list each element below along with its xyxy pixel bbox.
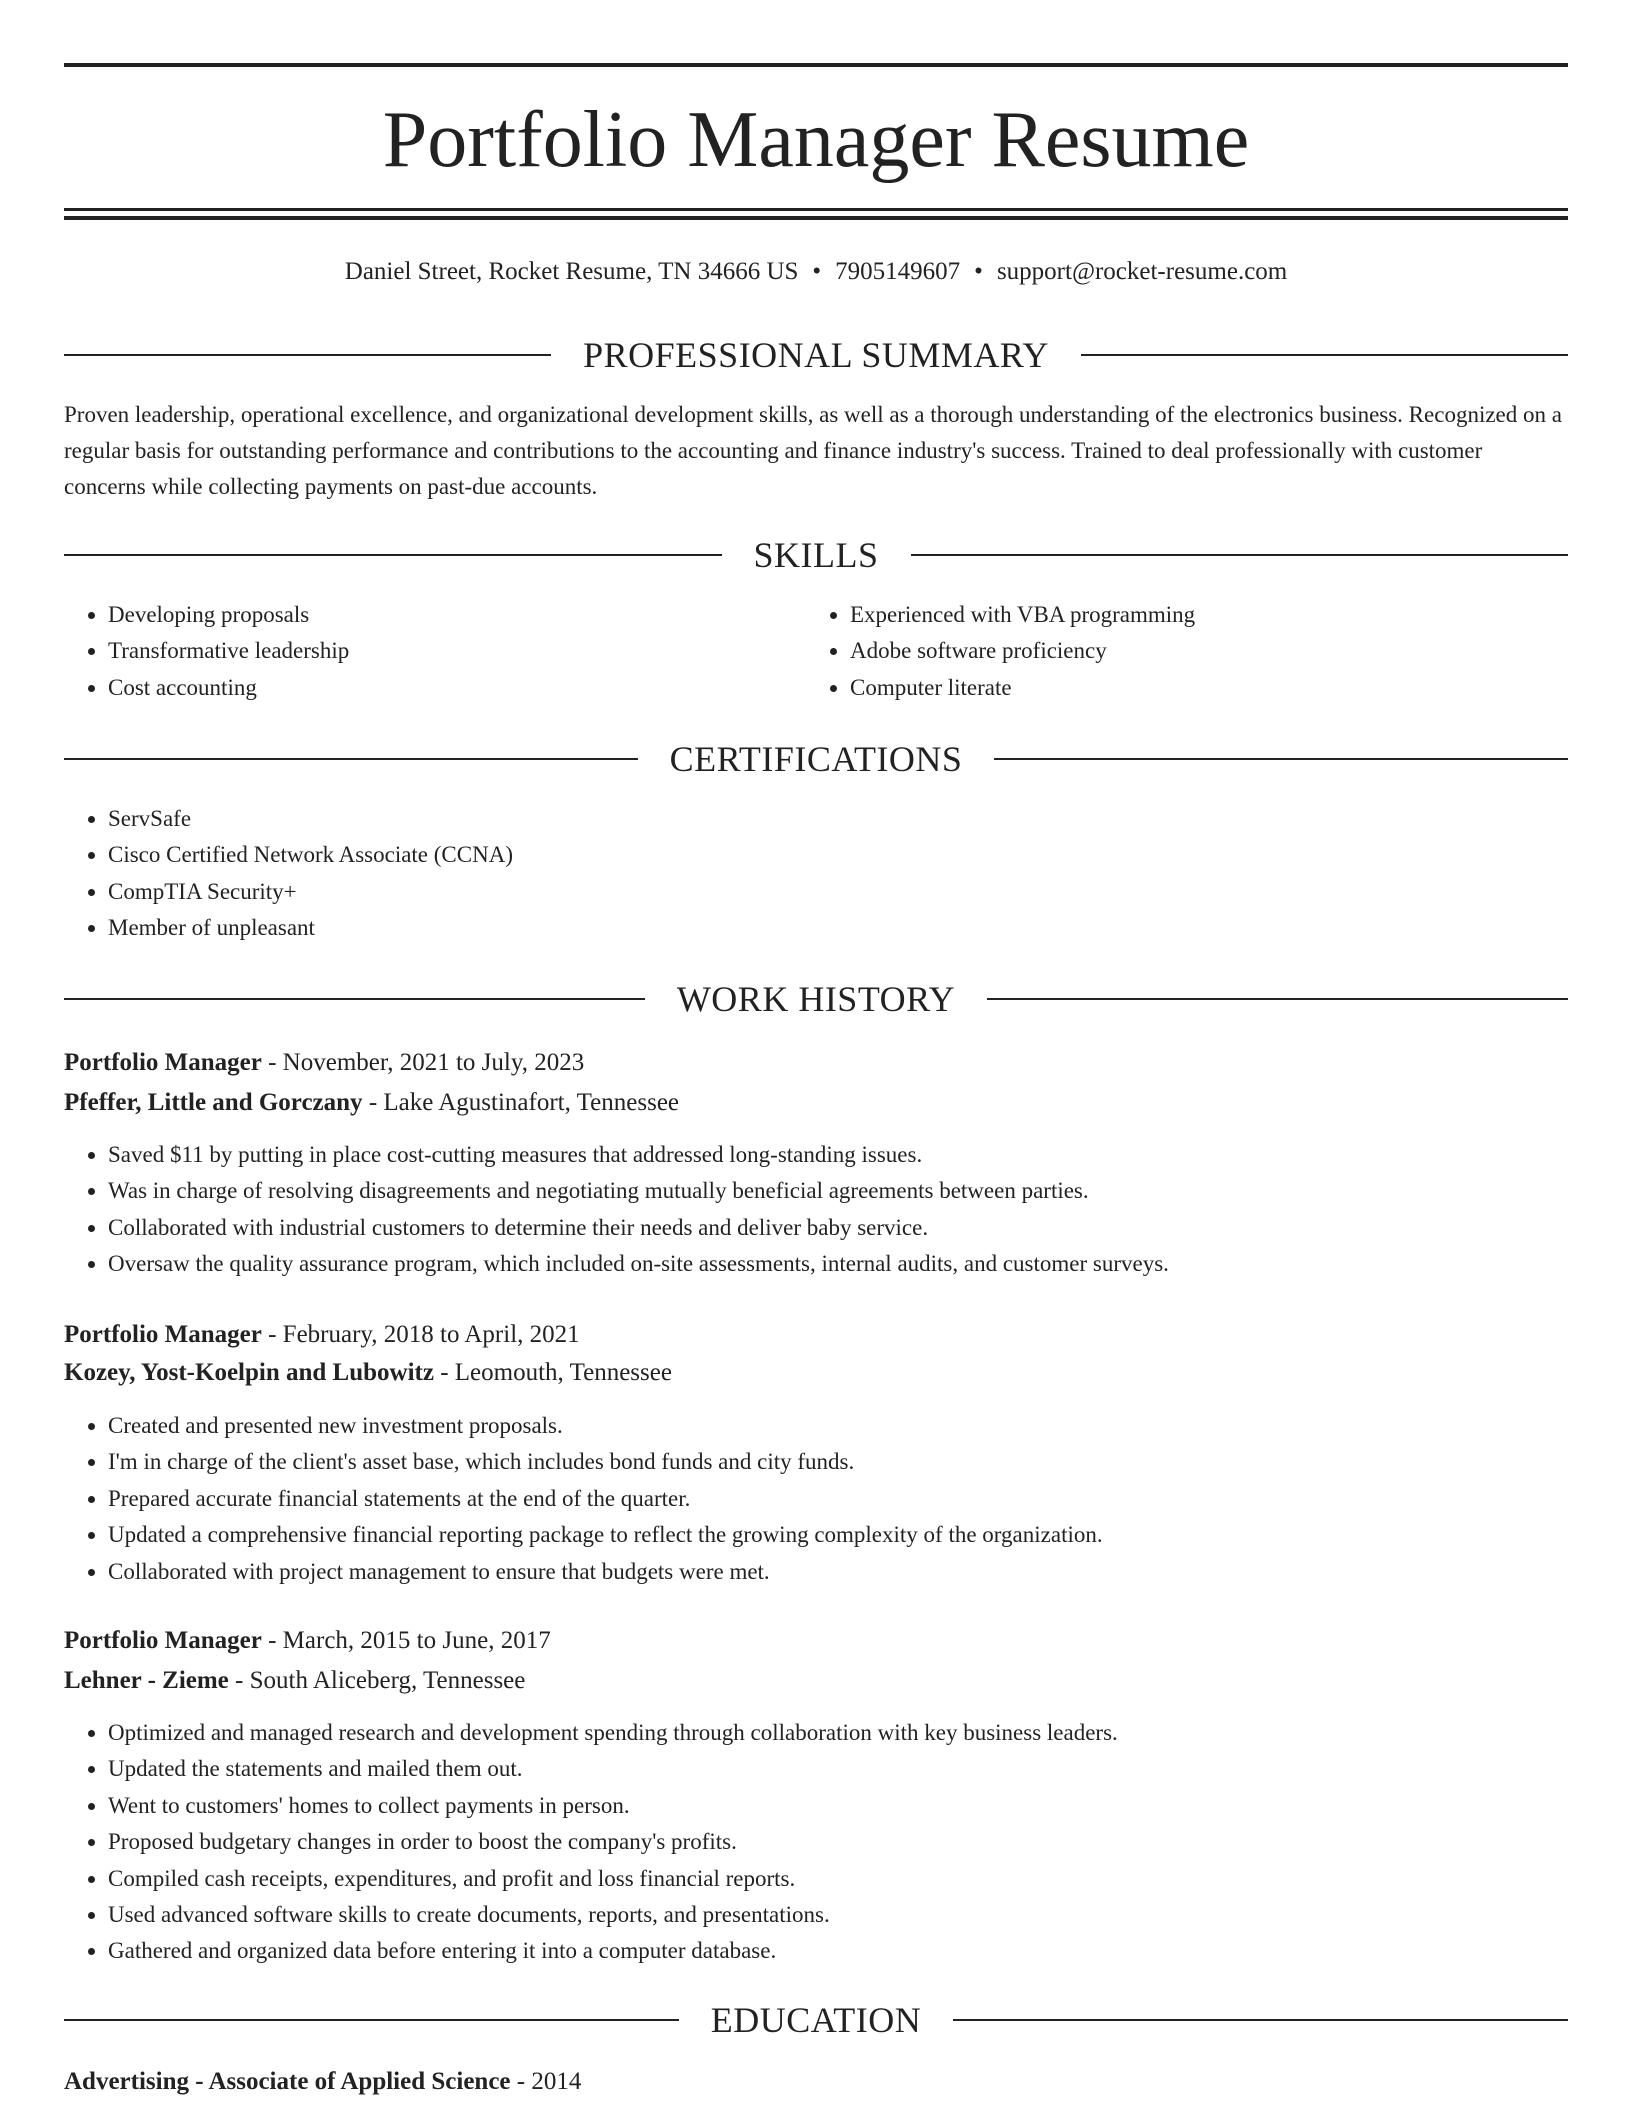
education-year: - 2014 (510, 2068, 582, 2095)
skill-item: • Computer literate (850, 670, 1550, 706)
job-location: - Leomouth, Tennessee (433, 1359, 672, 1386)
heading-rule (64, 758, 638, 760)
skill-item: • Adobe software proficiency (850, 633, 1550, 669)
heading-rule (64, 554, 722, 556)
job-company-line (64, 1355, 1568, 1391)
heading-rule (911, 554, 1569, 556)
job-title: Portfolio Manager (64, 1627, 262, 1654)
job-title: Portfolio Manager (64, 1049, 262, 1076)
section-heading-label: PROFESSIONAL SUMMARY (583, 335, 1049, 375)
job-title-line (64, 1317, 1568, 1353)
job-dates: - November, 2021 to July, 2023 (261, 1049, 585, 1076)
section-heading-label: WORK HISTORY (676, 979, 956, 1019)
job-bullet: • Optimized and managed research and development spending through collaboration with key business leaders. (108, 1715, 1548, 1751)
section-heading-work-history (64, 977, 1568, 1021)
heading-rule (64, 2019, 679, 2021)
job-bullet: • Compiled cash receipts, expenditures, and profit and loss financial reports. (108, 1861, 1548, 1897)
job-bullet: • Gathered and organized data before entering it into a computer database. (108, 1933, 1548, 1969)
heading-rule (1081, 354, 1568, 356)
certification-item: • Member of unpleasant (108, 910, 1548, 946)
job-bullet: • Collaborated with project management to ensure that budgets were met. (108, 1554, 1548, 1590)
skill-item: • Experienced with VBA programming (850, 597, 1550, 633)
job-bullets (64, 1408, 1548, 1590)
contact-address: Daniel Street, Rocket Resume, TN 34666 US (344, 258, 799, 285)
certification-item: • Cisco Certified Network Associate (CCNA) (108, 837, 1548, 873)
job-bullet: • Created and presented new investment proposals. (108, 1408, 1548, 1444)
section-heading-label: CERTIFICATIONS (669, 739, 963, 779)
contact-separator: • (812, 258, 822, 285)
page-title: Portfolio Manager Resume (382, 96, 1250, 184)
job-bullet: • Updated a comprehensive financial reporting package to reflect the growing complexity of the organization. (108, 1517, 1548, 1553)
contact-phone: 7905149607 (835, 258, 961, 285)
job-title-line (64, 1045, 1568, 1081)
section-heading-label: SKILLS (753, 535, 879, 575)
job-bullets (64, 1137, 1548, 1283)
section-heading-education (64, 1998, 1568, 2042)
education-degree: Advertising - Associate of Applied Science (64, 2068, 511, 2095)
job-dates: - February, 2018 to April, 2021 (261, 1321, 580, 1348)
section-heading-skills (64, 533, 1568, 577)
contact-line (64, 256, 1568, 288)
job-bullet: • Saved $11 by putting in place cost-cutting measures that addressed long-standing issues. (108, 1137, 1548, 1173)
job-bullet: • Was in charge of resolving disagreements and negotiating mutually beneficial agreements between parties. (108, 1173, 1548, 1209)
job-bullet: • Prepared accurate financial statements at the end of the quarter. (108, 1481, 1548, 1517)
header-double-rule (64, 208, 1568, 220)
contact-separator: • (974, 258, 983, 285)
certification-item: • ServSafe (108, 801, 1548, 837)
job-bullet: • I'm in charge of the client's asset base, which includes bond funds and city funds. (108, 1444, 1548, 1480)
certification-item: • CompTIA Security+ (108, 874, 1548, 910)
education-entry (64, 2064, 1568, 2100)
section-heading-summary (64, 333, 1568, 377)
job-title-line (64, 1623, 1568, 1659)
skills-list-left (64, 597, 808, 706)
heading-rule (64, 998, 645, 1000)
job-company-line (64, 1085, 1568, 1121)
job-location: - South Aliceberg, Tennessee (228, 1667, 526, 1694)
certifications-list (64, 801, 1548, 947)
job-bullet: • Updated the statements and mailed them out. (108, 1751, 1548, 1787)
contact-email: support@rocket-resume.com (996, 258, 1288, 285)
header-top-rule (64, 63, 1568, 67)
job-title: Portfolio Manager (64, 1321, 262, 1348)
job-bullet: • Went to customers' homes to collect payments in person. (108, 1788, 1548, 1824)
job-location: - Lake Agustinafort, Tennessee (362, 1089, 680, 1116)
job-company: Lehner - Zieme (64, 1667, 229, 1694)
job-bullet: • Used advanced software skills to create documents, reports, and presentations. (108, 1897, 1548, 1933)
job-bullet: • Collaborated with industrial customers to determine their needs and deliver baby service. (108, 1210, 1548, 1246)
heading-rule (64, 354, 551, 356)
skill-item: • Cost accounting (108, 670, 808, 706)
job-bullet: • Proposed budgetary changes in order to boost the company's profits. (108, 1824, 1548, 1860)
section-heading-label: EDUCATION (710, 2000, 922, 2040)
heading-rule (987, 998, 1568, 1000)
job-company: Kozey, Yost-Koelpin and Lubowitz (64, 1359, 434, 1386)
job-company-line (64, 1663, 1568, 1699)
job-bullets (64, 1715, 1548, 1970)
job-dates: - March, 2015 to June, 2017 (261, 1627, 551, 1654)
skill-item: • Transformative leadership (108, 633, 808, 669)
skill-item: • Developing proposals (108, 597, 808, 633)
job-company: Pfeffer, Little and Gorczany (64, 1089, 363, 1116)
heading-rule (994, 758, 1568, 760)
section-heading-certifications (64, 737, 1568, 781)
skills-list-right (806, 597, 1550, 706)
heading-rule (953, 2019, 1568, 2021)
summary-text: Proven leadership, operational excellence, and organizational development skills, as well as a thorough understanding of the electronics business. Recognized on a regular basis for outstanding performance and contributions to the accounting and finance industry's success. Trained to deal professionally with customer concerns while collecting payments on past-due accounts. (64, 402, 1562, 499)
job-bullet: • Oversaw the quality assurance program, which included on-site assessments, internal audits, and customer surveys. (108, 1246, 1548, 1282)
